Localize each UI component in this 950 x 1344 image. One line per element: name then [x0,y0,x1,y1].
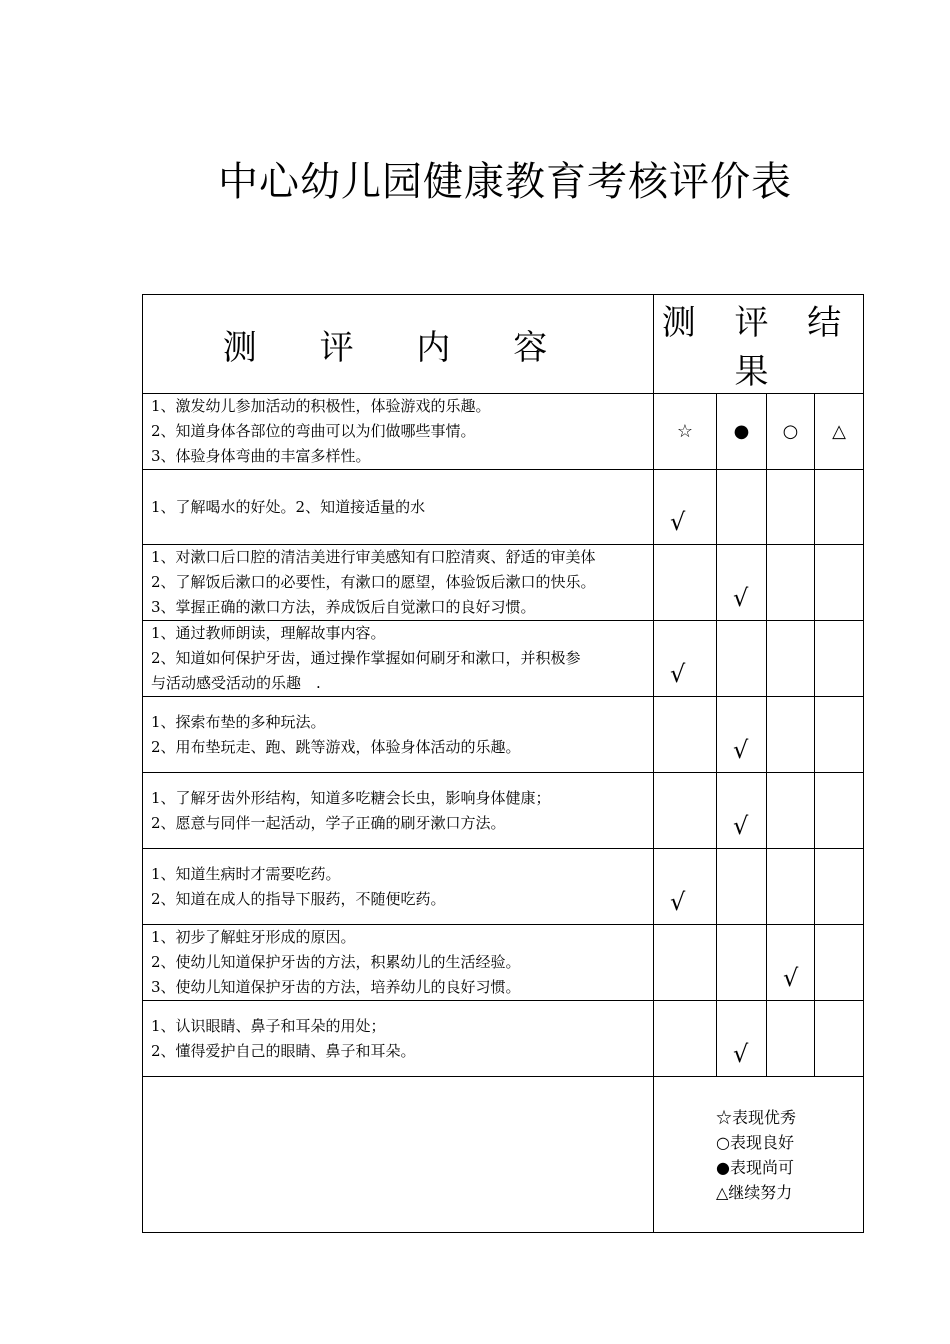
content-line: 3、使幼儿知道保护牙齿的方法，培养幼儿的良好习惯。 [151,978,521,996]
check-mark: √ [733,584,749,612]
result-cell [815,925,864,1001]
result-cell [717,470,767,545]
legend [654,1105,863,1205]
result-cell [717,925,767,1001]
content-line: 1、激发幼儿参加活动的积极性，体验游戏的乐趣。 [151,397,491,415]
content-line: 1、通过教师朗读，理解故事内容。 [151,624,386,642]
table-row [143,621,864,697]
result-cell [815,697,864,773]
result-cell [767,470,815,545]
result-cell [767,621,815,697]
result-cell [654,470,717,545]
result-cell [767,773,815,849]
table-row [143,697,864,773]
content-line: 3、掌握正确的漱口方法，养成饭后自觉漱口的良好习惯。 [151,598,536,616]
legend-item: ●表现尚可 [716,1157,794,1177]
check-mark: √ [733,736,749,764]
result-cell [654,849,717,925]
result-cell [654,1001,717,1077]
result-cell [654,621,717,697]
symbol-fair: ● [717,394,767,470]
result-cell [815,470,864,545]
content-line: 2、知道在成人的指导下服药，不随便吃药。 [151,889,446,908]
result-cell [815,621,864,697]
symbol-keep-trying: △ [815,394,864,470]
content-line: 1、知道生病时才需要吃药。 [151,864,341,883]
content-cell [143,394,654,470]
result-cell [767,1001,815,1077]
table-row [143,773,864,849]
content-cell [143,1001,654,1077]
result-cell [717,697,767,773]
result-cell [815,849,864,925]
table-row [143,1001,864,1077]
content-line: 2、了解饭后漱口的必要性，有漱口的愿望，体验饭后漱口的快乐。 [151,573,596,591]
result-cell [815,545,864,621]
content-line: 2、用布垫玩走、跑、跳等游戏，体验身体活动的乐趣。 [151,737,521,756]
legend-item: ☆表现优秀 [716,1107,797,1127]
content-cell [143,470,654,545]
check-mark: √ [670,508,686,536]
content-cell [143,697,654,773]
content-line: 1、认识眼睛、鼻子和耳朵的用处； [151,1016,386,1035]
content-line: 1、对漱口后口腔的清洁美进行审美感知有口腔清爽、舒适的审美体 [151,548,596,566]
content-line: 2、知道身体各部位的弯曲可以为们做哪些事情。 [151,422,476,440]
content-line: 1、初步了解蛀牙形成的原因。 [151,928,356,946]
result-cell [654,545,717,621]
content-line: 与活动感受活动的乐趣 . [151,674,321,692]
content-cell [143,773,654,849]
legend-cell [654,1077,864,1233]
content-line: 1、探索布垫的多种玩法。 [151,712,326,731]
result-cell [654,773,717,849]
result-cell [717,545,767,621]
result-cell [767,697,815,773]
result-cell [717,773,767,849]
check-mark: √ [670,660,686,688]
result-cell [815,1001,864,1077]
table-row [143,545,864,621]
result-cell [767,849,815,925]
result-cell [767,545,815,621]
table-row [143,394,864,470]
legend-item: △继续努力 [716,1182,793,1202]
content-line: 2、知道如何保护牙齿，通过操作掌握如何刷牙和漱口，并积极参 [151,649,581,667]
content-line: 2、愿意与同伴一起活动，学子正确的刷牙漱口方法。 [151,813,506,832]
table-row [143,849,864,925]
content-line: 2、懂得爱护自己的眼睛、鼻子和耳朵。 [151,1041,416,1060]
check-mark: √ [733,812,749,840]
header-content: 测 评 内 容 [143,295,654,394]
content-cell [143,849,654,925]
symbol-good: ○ [767,394,815,470]
check-mark: √ [670,888,686,916]
result-cell [717,849,767,925]
footer-blank-cell [143,1077,654,1233]
content-cell [143,545,654,621]
check-mark: √ [733,1040,749,1068]
content-line: 3、体验身体弯曲的丰富多样性。 [151,447,371,465]
page-title: 中心幼儿园健康教育考核评价表 [218,159,792,205]
result-cell [767,925,815,1001]
content-line: 1、了解喝水的好处。2、知道接适量的水 [151,497,426,516]
result-cell [815,773,864,849]
result-cell [717,1001,767,1077]
content-line: 2、使幼儿知道保护牙齿的方法，积累幼儿的生活经验。 [151,953,521,971]
content-cell [143,925,654,1001]
header-result: 测 评 结 果 [654,295,864,394]
result-cell [717,621,767,697]
content-cell [143,621,654,697]
table-row [143,470,864,545]
content-line: 1、了解牙齿外形结构，知道多吃糖会长虫，影响身体健康； [151,788,551,807]
table-row [143,925,864,1001]
evaluation-table [142,294,864,1233]
legend-item: ○表现良好 [716,1132,794,1152]
check-mark: √ [783,964,799,992]
symbol-excellent: ☆ [654,394,717,470]
result-cell [654,925,717,1001]
result-cell [654,697,717,773]
